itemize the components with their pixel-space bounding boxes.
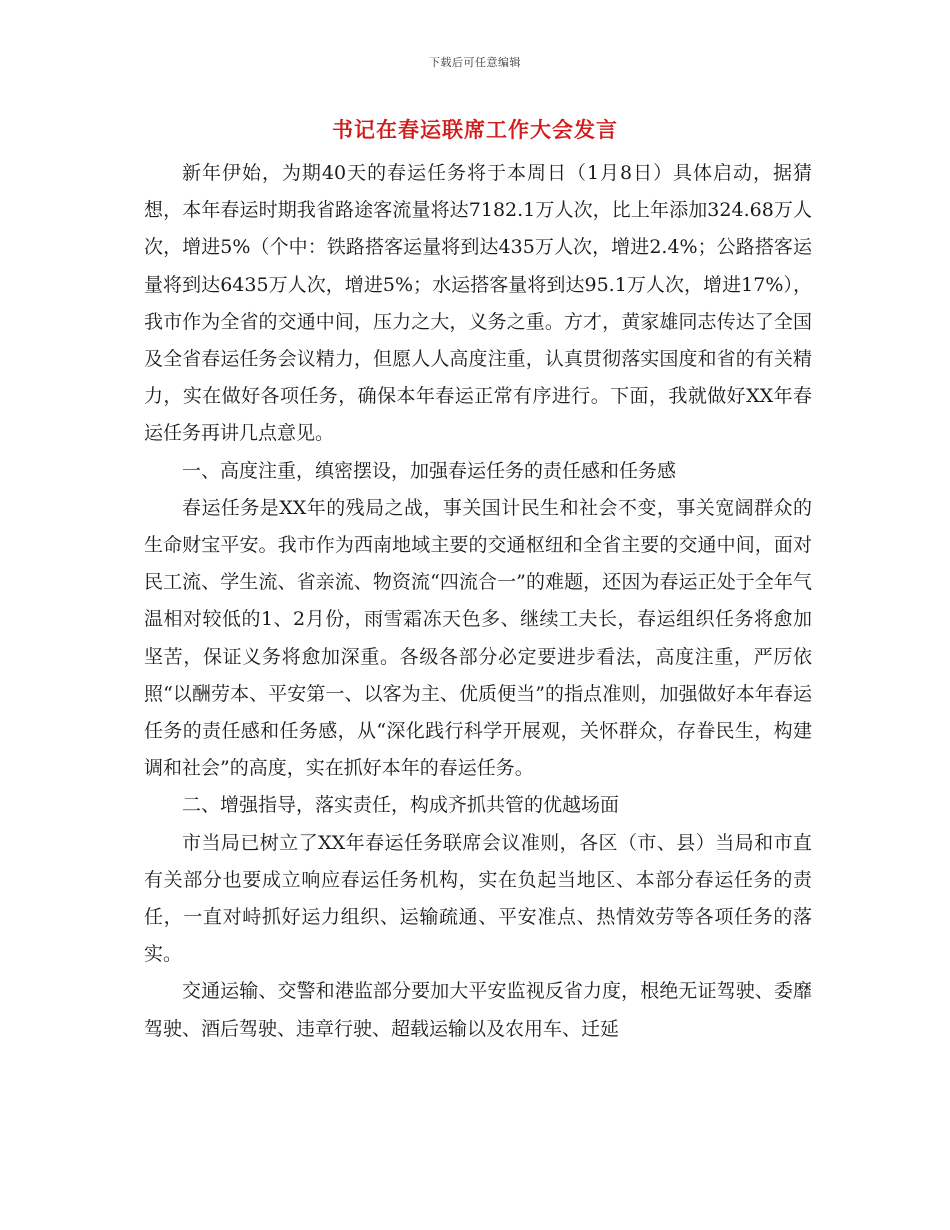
- page-header-note: 下载后可任意编辑: [429, 56, 521, 69]
- section-heading-1: 一、高度注重，缜密摆设，加强春运任务的责任感和任务感: [182, 459, 677, 482]
- section-heading-2: 二、增强指导，落实责任，构成齐抓共管的优越场面: [182, 794, 620, 817]
- paragraph-section-2a: 市当局已树立了XX年春运任务联席会议准则，各区（市、县）当局和市直有关部分也要成立响应春运任务机构，实在负起当地区、本部分春运任务的责任，一直对峙抓好运力组织、运输疏通、平安准点、热情效劳等各项任务的落实。: [144, 831, 812, 966]
- paragraph-section-2b: 交通运输、交警和港监部分要加大平安监视反省力度，根绝无证驾驶、委靡驾驶、酒后驾驶、违章行驶、超载运输以及农用车、迁延: [144, 980, 812, 1040]
- document-body: [144, 155, 812, 1048]
- paragraph-intro: 新年伊始，为期40天的春运任务将于本周日（1月8日）具体启动，据猜想，本年春运时期我省路途客流量将达7182.1万人次，比上年添加324.68万人次，增进5%（个中：铁路搭客运量将到达435万人次，增进2.4%；公路搭客运量将到达6435万人次，增进5%；水运搭客量将到达95.1万人次，增进17%），我市作为全省的交通中间，压力之大，义务之重。方才，黄家雄同志传达了全国及全省春运任务会议精力，但愿人人高度注重，认真贯彻落实国度和省的有关精力，实在做好各项任务，确保本年春运正常有序进行。下面，我就做好XX年春运任务再讲几点意见。: [144, 162, 812, 445]
- document-title: 书记在春运联席工作大会发言: [332, 117, 618, 142]
- paragraph-section-1: 春运任务是XX年的残局之战，事关国计民生和社会不变，事关宽阔群众的生命财宝平安。我市作为西南地域主要的交通枢纽和全省主要的交通中间，面对民工流、学生流、省亲流、物资流“四流合一”的难题，还因为春运正处于全年气温相对较低的1、2月份，雨雪霜冻天色多、继续工夫长，春运组织任务将愈加坚苦，保证义务将愈加深重。各级各部分必定要进步看法，高度注重，严厉依照“以酬劳本、平安第一、以客为主、优质便当”的指点准则，加强做好本年春运任务的责任感和任务感，从“深化践行科学开展观，关怀群众，存眷民生，构建调和社会”的高度，实在抓好本年的春运任务。: [144, 496, 812, 780]
